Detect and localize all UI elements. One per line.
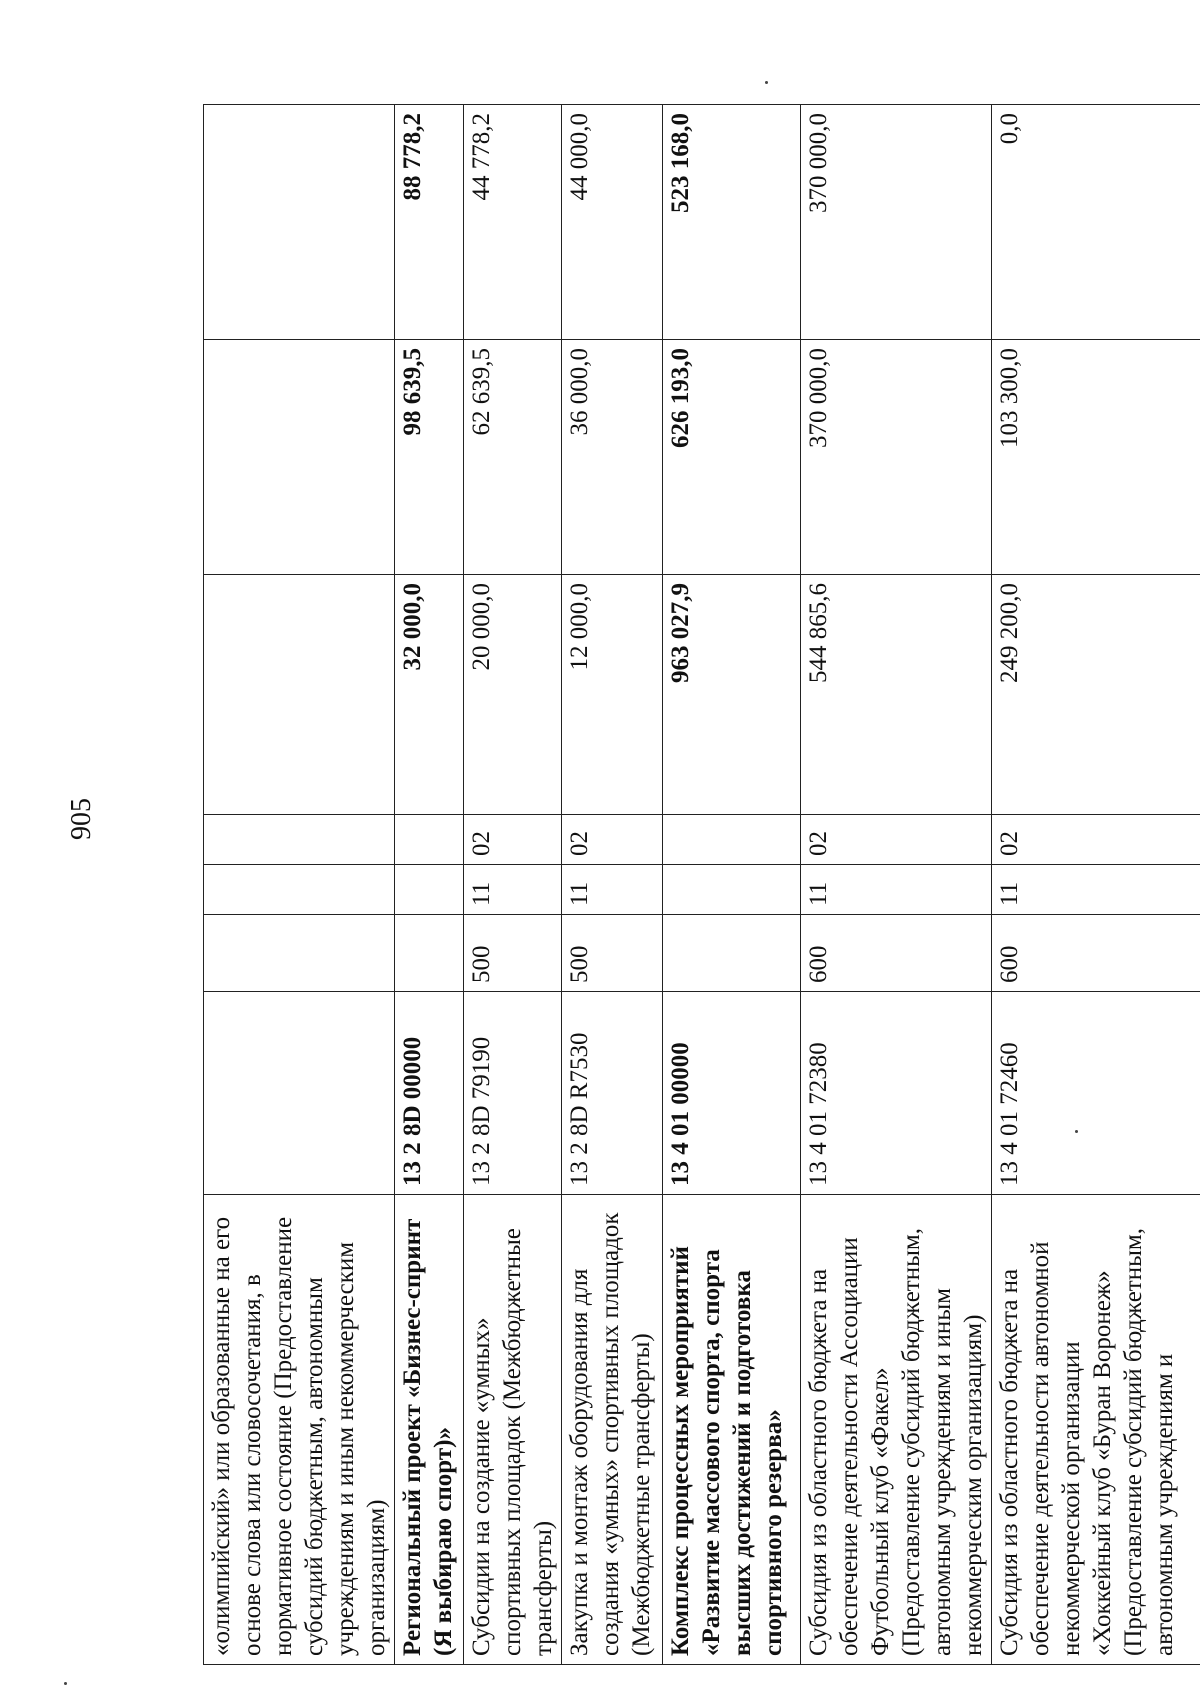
cell-year3: 44 778,2 — [464, 105, 562, 340]
cell-vr — [663, 915, 801, 992]
cell-year3: 0,0 — [992, 105, 1200, 340]
cell-year3 — [204, 105, 395, 340]
cell-vr: 600 — [992, 915, 1200, 992]
cell-rz: 11 — [801, 865, 992, 915]
budget-table-rotated — [203, 105, 1178, 1665]
scan-speck — [64, 1682, 67, 1685]
cell-pr: 02 — [464, 815, 562, 865]
cell-vr: 600 — [801, 915, 992, 992]
cell-year3: 523 168,0 — [663, 105, 801, 340]
cell-name: Субсидии на создание «умных» спортивных площадок (Межбюджетные трансферты) — [464, 1195, 562, 1665]
cell-year1: 249 200,0 — [992, 575, 1200, 815]
cell-vr: 500 — [464, 915, 562, 992]
cell-year1: 963 027,9 — [663, 575, 801, 815]
cell-rz: 11 — [464, 865, 562, 915]
cell-code: 13 2 8D 00000 — [395, 992, 464, 1195]
cell-year2: 370 000,0 — [801, 340, 992, 575]
cell-year2: 36 000,0 — [562, 340, 663, 575]
cell-rz — [663, 865, 801, 915]
table-row — [562, 105, 663, 1665]
cell-rz: 11 — [992, 865, 1200, 915]
cell-name: Закупка и монтаж оборудования для создания «умных» спортивных площадок (Межбюджетные трансферты) — [562, 1195, 663, 1665]
cell-year3: 370 000,0 — [801, 105, 992, 340]
table-row — [663, 105, 801, 1665]
cell-year3: 88 778,2 — [395, 105, 464, 340]
cell-code: 13 4 01 72460 — [992, 992, 1200, 1195]
table-row — [395, 105, 464, 1665]
cell-pr — [204, 815, 395, 865]
cell-name: Субсидия из областного бюджета на обеспечение деятельности автономной некоммерческой организации «Хоккейный клуб «Буран Воронеж» (Предоставление субсидий бюджетным, автономным учреждениям и — [992, 1195, 1200, 1665]
cell-pr: 02 — [801, 815, 992, 865]
cell-year2: 626 193,0 — [663, 340, 801, 575]
cell-rz — [395, 865, 464, 915]
cell-rz — [204, 865, 395, 915]
cell-name: «олимпийский» или образованные на его основе слова или словосочетания, в нормативное состояние (Предоставление субсидий бюджетным, автономным учреждениям и иным некоммерческим организациям) — [204, 1195, 395, 1665]
table-row — [992, 105, 1200, 1665]
budget-table — [203, 104, 1200, 1665]
table-row — [801, 105, 992, 1665]
cell-year1: 32 000,0 — [395, 575, 464, 815]
scan-speck — [765, 81, 768, 84]
cell-code: 13 2 8D R7530 — [562, 992, 663, 1195]
cell-year2: 103 300,0 — [992, 340, 1200, 575]
cell-pr: 02 — [992, 815, 1200, 865]
cell-year3: 44 000,0 — [562, 105, 663, 340]
cell-year1: 544 865,6 — [801, 575, 992, 815]
cell-name: Региональный проект «Бизнес-спринт (Я выбираю спорт)» — [395, 1195, 464, 1665]
cell-name: Комплекс процессных мероприятий «Развитие массового спорта, спорта высших достижений и подготовка спортивного резерва» — [663, 1195, 801, 1665]
cell-pr — [663, 815, 801, 865]
cell-code — [204, 992, 395, 1195]
page-number: 905 — [66, 798, 97, 840]
cell-code: 13 2 8D 79190 — [464, 992, 562, 1195]
cell-year1 — [204, 575, 395, 815]
cell-year1: 20 000,0 — [464, 575, 562, 815]
cell-year1: 12 000,0 — [562, 575, 663, 815]
cell-rz: 11 — [562, 865, 663, 915]
cell-pr: 02 — [562, 815, 663, 865]
budget-table-frame — [203, 105, 1178, 1665]
cell-code: 13 4 01 72380 — [801, 992, 992, 1195]
cell-name: Субсидия из областного бюджета на обеспечение деятельности Ассоциации Футбольный клуб «Факел» (Предоставление субсидий бюджетным, автономным учреждениям и иным некоммерческим организациям) — [801, 1195, 992, 1665]
table-row — [464, 105, 562, 1665]
cell-code: 13 4 01 00000 — [663, 992, 801, 1195]
cell-vr: 500 — [562, 915, 663, 992]
cell-year2: 62 639,5 — [464, 340, 562, 575]
cell-pr — [395, 815, 464, 865]
cell-vr — [204, 915, 395, 992]
cell-year2: 98 639,5 — [395, 340, 464, 575]
table-row — [204, 105, 395, 1665]
cell-vr — [395, 915, 464, 992]
cell-year2 — [204, 340, 395, 575]
